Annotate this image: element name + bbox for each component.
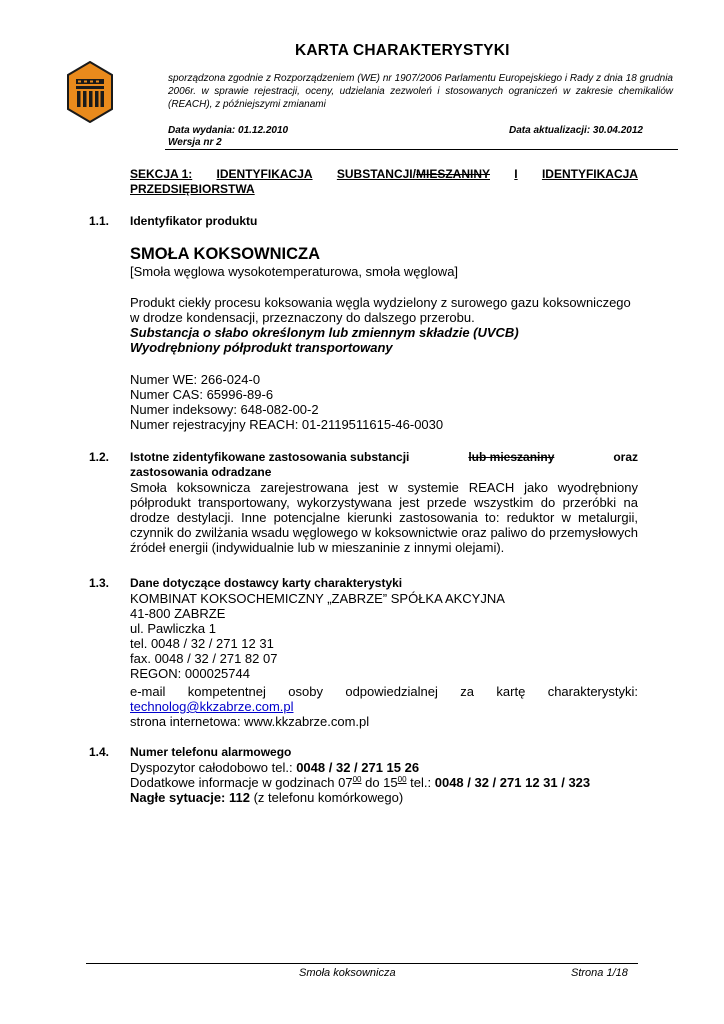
product-description: Produkt ciekły procesu koksowania węgla wydzielony z surowego gazu koksowniczego w drodze kondensacji, przeznaczony do dalszego przerobu. Substancja o słabo określonym lub zmiennym składzie (UVCB) Wyodrębniony półprodukt transportowany (130, 295, 631, 355)
footer-product: Smoła koksownicza (299, 967, 396, 979)
intermediate-note: Wyodrębniony półprodukt transportowany (130, 340, 393, 355)
heading-word: I (514, 167, 518, 181)
heading-word: IDENTYFIKACJA (541, 167, 638, 181)
section-title: Istotne zidentyfikowane zastosowania substancji lub mieszaniny oraz zastosowania odradzane (130, 450, 638, 479)
product-synonyms: [Smoła węglowa wysokotemperaturowa, smoła węglowa] (130, 264, 459, 279)
city: 41-800 ZABRZE (130, 606, 226, 621)
section-number: 1.2. (89, 450, 110, 464)
section-1-heading (130, 167, 638, 197)
issue-info (168, 125, 288, 149)
index-number: Numer indeksowy: 648-082-00-2 (130, 402, 319, 417)
regon: REGON: 000025744 (130, 666, 250, 681)
heading-line-2: PRZEDSIĘBIORSTWA (130, 182, 255, 196)
street: ul. Pawliczka 1 (130, 621, 216, 636)
issue-date: Data wydania: 01.12.2010 (168, 125, 289, 136)
section-title: Dane dotyczące dostawcy karty charakterystyki (130, 576, 403, 590)
phone: tel. 0048 / 32 / 271 12 31 (130, 636, 274, 651)
section-number: 1.3. (89, 576, 110, 590)
header-divider (165, 149, 678, 150)
footer-divider (86, 963, 638, 964)
emergency-contacts (130, 760, 590, 805)
company-name: KOMBINAT KOKSOCHEMICZNY „ZABRZE” SPÓŁKA AKCYJNA (130, 591, 505, 606)
update-date: Data aktualizacji: 30.04.2012 (509, 125, 643, 136)
heading-word: IDENTYFIKACJA (216, 167, 313, 181)
heading-word: SUBSTANCJI/MIESZANINY (336, 167, 490, 181)
uses-description: Smoła koksownicza zarejestrowana jest w systemie REACH jako wyodrębniony półprodukt transportowany, wykorzystywana jest przede wszystkim do przeróbki na drodze destylacji. Inne potencjalne kierunki zastosowania to: reduktor w metalurgii, czynnik do zwilżania wsadu węglowego w koksownictwie oraz paliwo do przemysłowych źródeł energii (indywidualnie lub w mieszaninie z innymi olejami). (130, 480, 638, 555)
section-title: Identyfikator produktu (130, 214, 258, 228)
version: Wersja nr 2 (168, 137, 222, 148)
fax: fax. 0048 / 32 / 271 82 07 (130, 651, 278, 666)
page-number: Strona 1/18 (571, 967, 628, 979)
section-title: Numer telefonu alarmowego (130, 745, 292, 759)
section-number: 1.1. (89, 214, 110, 228)
company-logo (67, 61, 113, 123)
ec-number: Numer WE: 266-024-0 (130, 372, 261, 387)
uvcb-note: Substancja o słabo określonym lub zmiennym składzie (UVCB) (130, 325, 519, 340)
supplier-details (130, 591, 505, 681)
regulation-note: sporządzona zgodnie z Rozporządzeniem (WE) nr 1907/2006 Parlamentu Europejskiego i Rady z dnia 18 grudnia 2006r. w sprawie rejestracji, oceny, udzielania zezwoleń i stosowanych ograniczeń w zakresie chemikaliów (REACH), z późniejszymi zmianami (168, 73, 673, 110)
email-link[interactable]: technolog@kkzabrze.com.pl (130, 699, 294, 714)
section-number: 1.4. (89, 745, 110, 759)
urgent-line: Nagłe sytuacje: 112 (z telefonu komórkowego) (130, 790, 404, 805)
heading-word: SEKCJA 1: (130, 167, 193, 181)
info-line: Dodatkowe informacje w godzinach $07^{00}$ do $15^{00}$ tel.: 0048 / 32 / 271 12 31 / 323 (130, 775, 591, 790)
dispatcher-line: Dyspozytor całodobowo tel.: 0048 / 32 / 271 15 26 (130, 760, 420, 775)
website: strona internetowa: www.kkzabrze.com.pl (130, 714, 370, 729)
product-name: SMOŁA KOKSOWNICZA (130, 245, 321, 263)
document-title: KARTA CHARAKTERYSTYKI (295, 42, 510, 59)
identifiers (130, 372, 443, 432)
email-label: e-mail kompetentnej osoby odpowiedzialnej za kartę charakterystyki: (130, 684, 638, 699)
reach-number: Numer rejestracyjny REACH: 01-2119511615-46-0030 (130, 417, 444, 432)
cas-number: Numer CAS: 65996-89-6 (130, 387, 274, 402)
